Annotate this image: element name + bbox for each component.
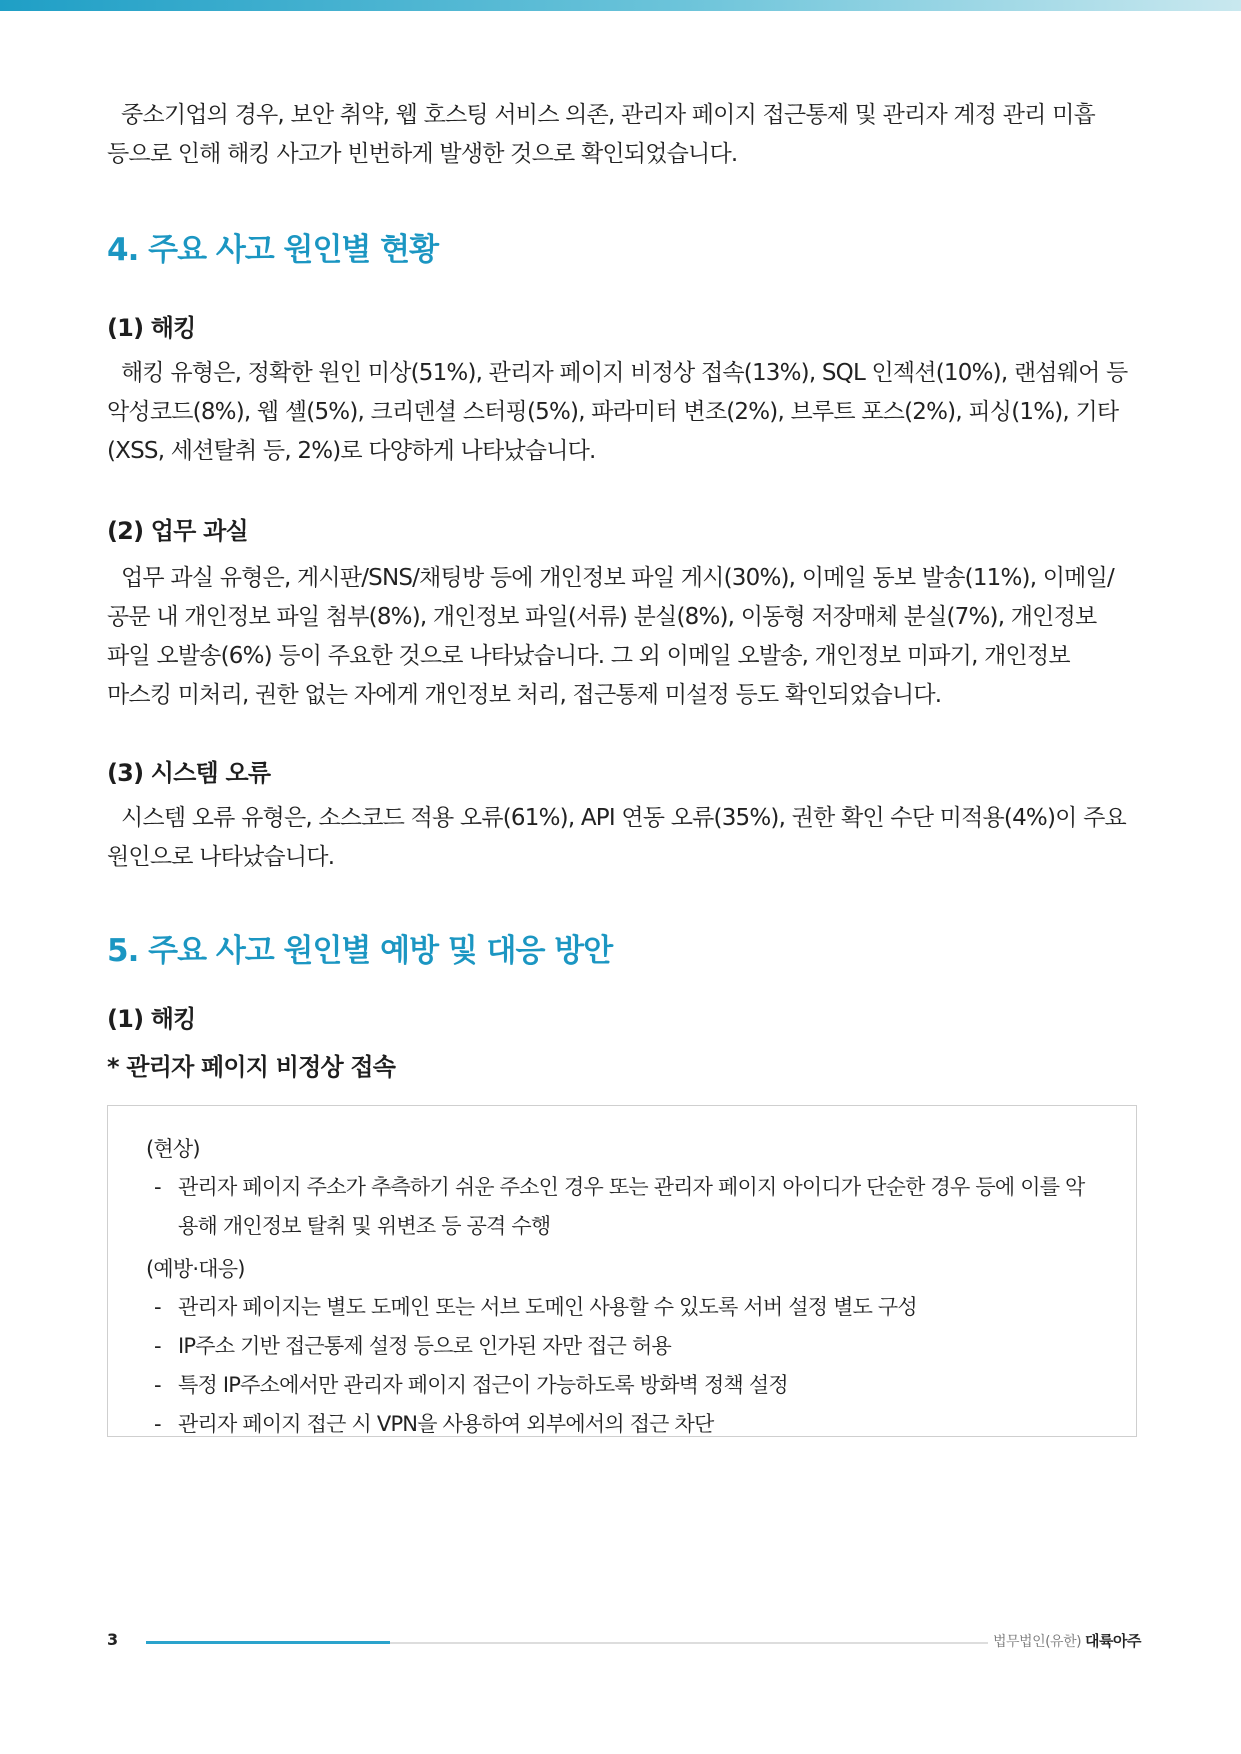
- measures-box: [107, 1105, 1137, 1437]
- section-5-title: 5. 주요 사고 원인별 예방 및 대응 방안: [107, 933, 613, 969]
- prevention-label: (예방·대응): [146, 1257, 245, 1281]
- footer-progress-accent: [146, 1641, 390, 1644]
- section-4-title: 4. 주요 사고 원인별 현황: [107, 232, 439, 268]
- list-item: - 관리자 페이지는 별도 도메인 또는 서브 도메인 사용할 수 있도록 서버 설정 별도 구성: [154, 1295, 917, 1319]
- list-item: - 관리자 페이지 주소가 추측하기 쉬운 주소인 경우 또는 관리자 페이지 아이디가 단순한 경우 등에 이를 악용해 개인정보 탈취 및 위변조 등 공격 수행: [154, 1175, 1085, 1238]
- firm-name: 대륙아주: [1085, 1632, 1141, 1650]
- intro-paragraph: 중소기업의 경우, 보안 취약, 웹 호스팅 서비스 의존, 관리자 페이지 접근통제 및 관리자 계정 관리 미흡 등으로 인해 해킹 사고가 빈번하게 발생한 것으로 확인되었습니다.: [107, 102, 1095, 167]
- list-item: - 특정 IP주소에서만 관리자 페이지 접근이 가능하도록 방화벽 정책 설정: [154, 1373, 788, 1397]
- firm-prefix: 법무법인(유한): [993, 1634, 1082, 1650]
- phenomenon-list: [146, 1168, 1098, 1246]
- list-item: - IP주소 기반 접근통제 설정 등으로 인가된 자만 접근 허용: [154, 1334, 671, 1358]
- system-error-paragraph: 시스템 오류 유형은, 소스코드 적용 오류(61%), API 연동 오류(35%), 권한 확인 수단 미적용(4%)이 주요 원인으로 나타났습니다.: [107, 805, 1126, 870]
- firm-logo: [993, 1630, 1141, 1651]
- top-accent-bar: [0, 0, 1241, 11]
- admin-access-item-title: * 관리자 페이지 비정상 접속: [107, 1053, 396, 1081]
- negligence-paragraph: 업무 과실 유형은, 게시판/SNS/채팅방 등에 개인정보 파일 게시(30%), 이메일 동보 발송(11%), 이메일/공문 내 개인정보 파일 첨부(8%), 개인정보 파일(서류) 분실(8%), 이동형 저장매체 분실(7%), 개인정보 파일 오발송(6%) 등이 주요한 것으로 나타났습니다. 그 외 이메일 오발송, 개인정보 미파기, 개인정보 마스킹 미처리, 권한 없는 자에게 개인정보 처리, 접근통제 미설정 등도 확인되었습니다.: [107, 565, 1114, 708]
- hacking-paragraph: 해킹 유형은, 정확한 원인 미상(51%), 관리자 페이지 비정상 접속(13%), SQL 인젝션(10%), 랜섬웨어 등 악성코드(8%), 웹 셸(5%), 크리덴셜 스터핑(5%), 파라미터 변조(2%), 브루트 포스(2%), 피싱(1%), 기타(XSS, 세션탈취 등, 2%)로 다양하게 나타났습니다.: [107, 360, 1128, 464]
- page-number: 3: [107, 1630, 119, 1649]
- document-body: [107, 96, 1137, 1437]
- negligence-subtitle: (2) 업무 과실: [107, 517, 248, 545]
- prevention-list: [146, 1288, 1098, 1444]
- system-error-subtitle: (3) 시스템 오류: [107, 759, 271, 787]
- hacking-measures-subtitle: (1) 해킹: [107, 1005, 196, 1033]
- phenomenon-label: (현상): [146, 1137, 200, 1161]
- hacking-subtitle: (1) 해킹: [107, 314, 196, 342]
- list-item: - 관리자 페이지 접근 시 VPN을 사용하여 외부에서의 접근 차단: [154, 1412, 714, 1436]
